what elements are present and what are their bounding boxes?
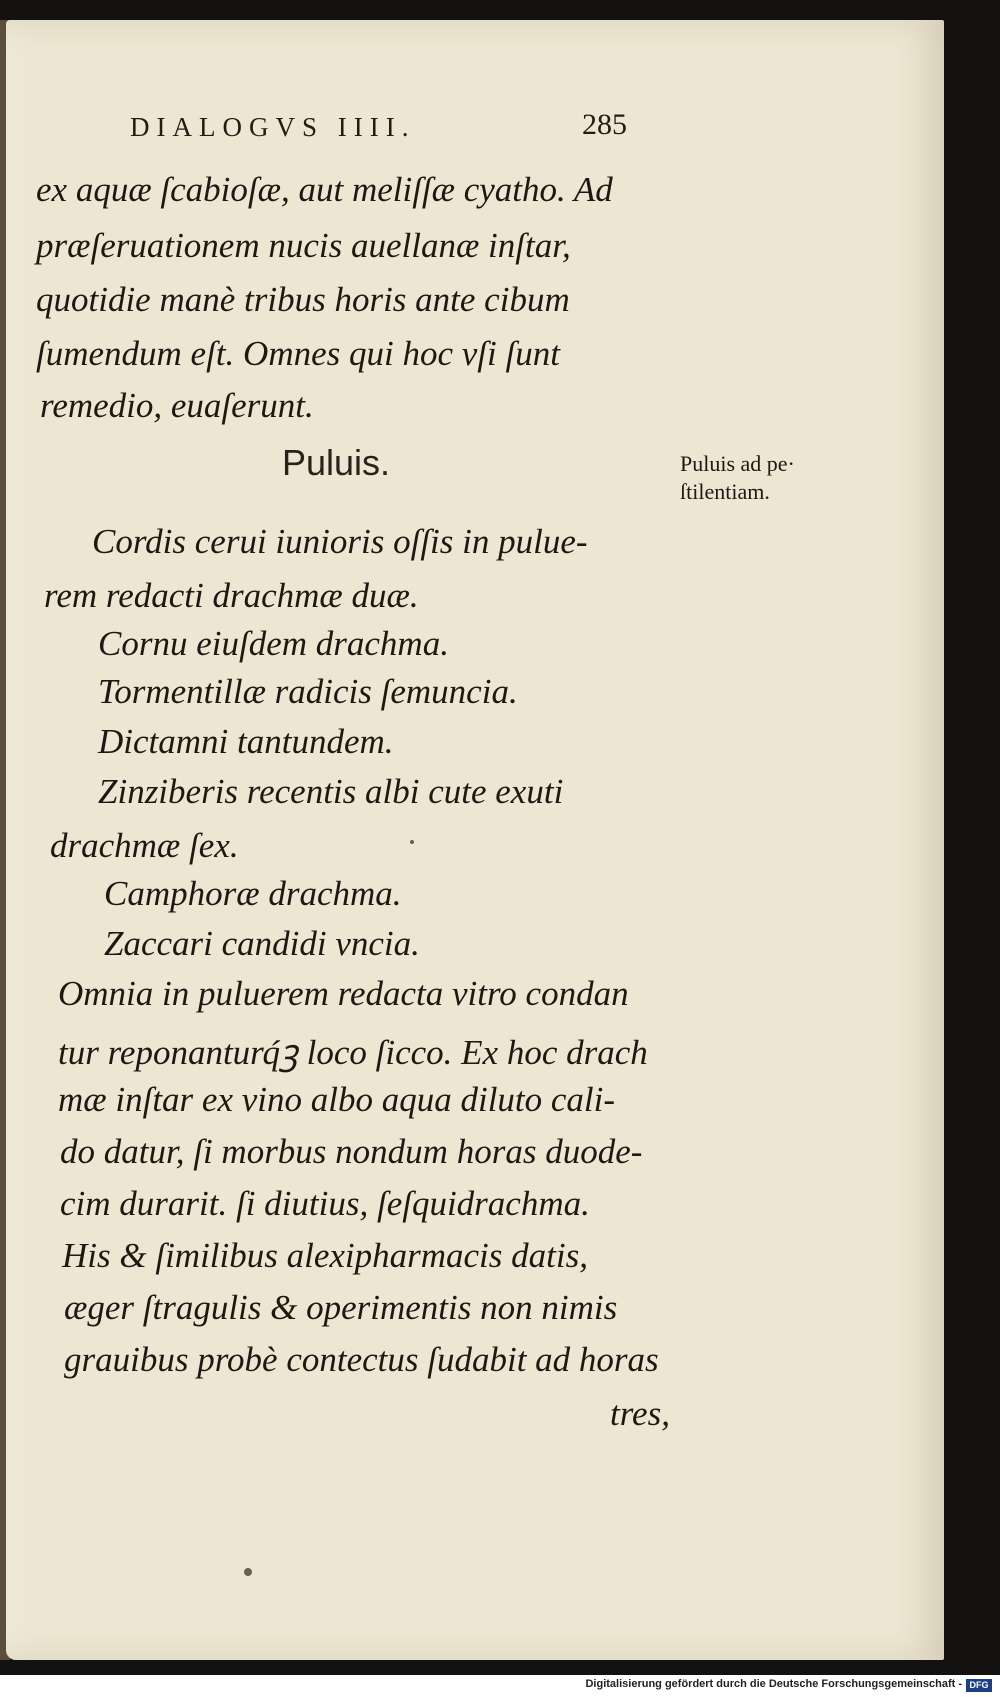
body-line-2: præſeruationem nucis auellanæ inſtar, (36, 226, 571, 265)
body-line-1: ex aquæ ſcabioſæ, aut meliſſæ cyatho. Ad (36, 170, 613, 209)
margin-note-line-2: ſtilentiam. (680, 479, 770, 504)
paper-speck (244, 1568, 252, 1576)
body-line-18: do datur, ſi morbus nondum horas duode- (60, 1132, 643, 1171)
body-line-23: tres, (610, 1394, 670, 1433)
body-line-14: Zaccari candidi vncia. (104, 924, 420, 963)
digitization-footer (0, 1675, 1000, 1697)
body-line-3: quotidie manè tribus horis ante cibum (36, 280, 570, 319)
body-line-16: tur reponanturq́ꝫ loco ſicco. Ex hoc drach (58, 1033, 648, 1072)
margin-note-line-1: Puluis ad pe· (680, 451, 795, 476)
paper-speck (410, 840, 414, 844)
body-line-20: His & ſimilibus alexipharmacis datis, (62, 1236, 588, 1275)
body-line-22: grauibus probè contectus ſudabit ad horas (64, 1340, 659, 1379)
body-line-17: mæ inſtar ex vino albo aqua diluto cali- (58, 1080, 616, 1119)
body-line-7: rem redacti drachmæ duæ. (44, 576, 419, 615)
body-line-6: Cordis cerui iunioris oſſis in pulue- (92, 522, 588, 561)
body-line-19: cim durarit. ſi diutius, ſeſquidrachma. (60, 1184, 590, 1223)
running-title: DIALOGVS IIII. (130, 112, 416, 142)
body-line-8: Cornu eiuſdem drachma. (98, 624, 449, 663)
body-line-13: Camphoræ drachma. (104, 874, 402, 913)
section-heading: Puluis. (282, 442, 391, 483)
page-number: 285 (582, 108, 627, 141)
body-line-10: Dictamni tantundem. (98, 722, 394, 761)
body-line-11: Zinziberis recentis albi cute exuti (98, 772, 564, 811)
body-line-5: remedio, euaſerunt. (40, 386, 314, 425)
body-line-9: Tormentillæ radicis ſemuncia. (98, 672, 518, 711)
body-line-4: ſumendum eſt. Omnes qui hoc vſi ſunt (36, 334, 560, 373)
margin-note (680, 450, 795, 506)
footer-credit: Digitalisierung gefördert durch die Deutsche Forschungsgemeinschaft - (585, 1678, 962, 1690)
body-line-21: æger ſtragulis & operimentis non nimis (64, 1288, 618, 1327)
body-line-12: drachmæ ſex. (50, 826, 239, 865)
dfg-logo: DFG (966, 1679, 992, 1692)
body-line-15: Omnia in puluerem redacta vitro condan (58, 974, 629, 1013)
